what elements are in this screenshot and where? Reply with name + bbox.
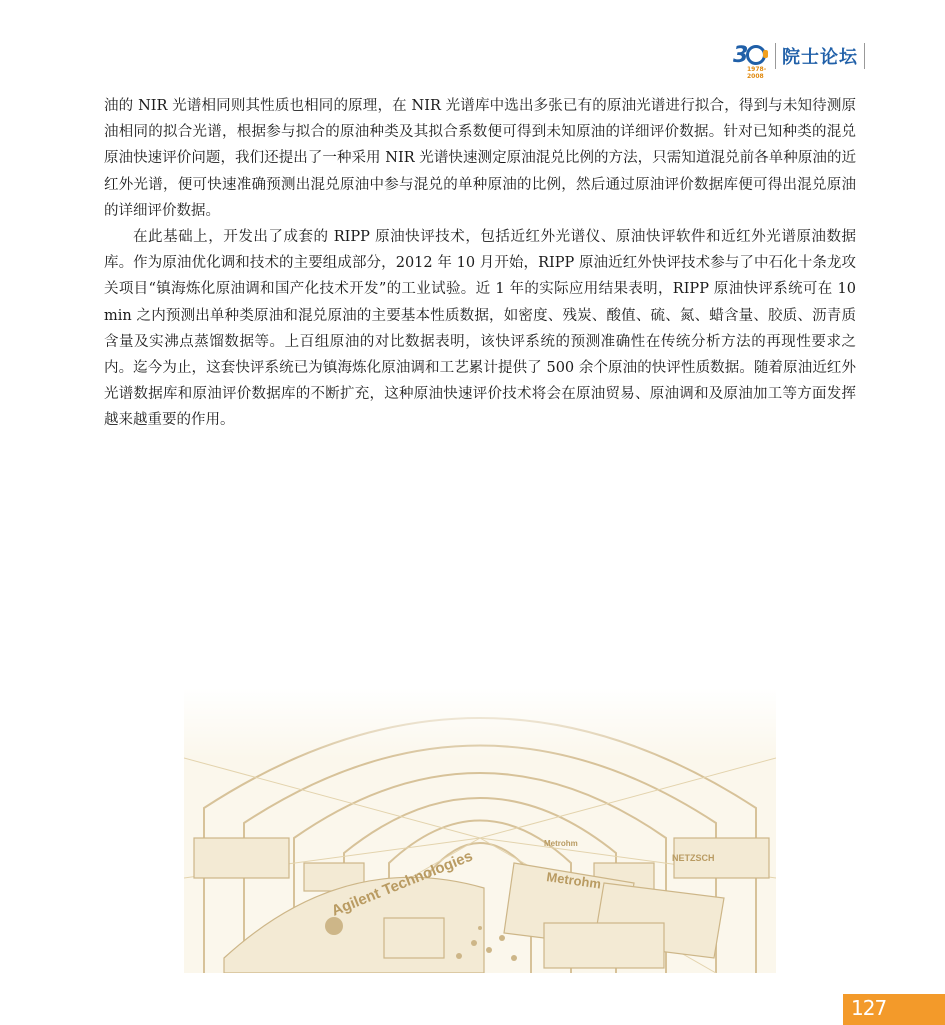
exhibition-hall-illustration [184,688,776,973]
logo-ring-icon [746,45,766,65]
page-header [733,40,865,80]
article-body [104,93,856,434]
logo-number: 3 [733,43,748,68]
paragraph-1: 油的 NIR 光谱相同则其性质也相同的原理，在 NIR 光谱库中选出多张已有的原油光谱进行拟合，得到与未知待测原油相同的拟合光谱，根据参与拟合的原油种类及其拟合系数便可得到未知原油的详细评价数据。针对已知种类的混兑原油快速评价问题，我们还提出了一种采用 NIR 光谱快速测定原油混兑比例的方法，只需知道混兑前各单种原油的近红外光谱，便可快速准确预测出混兑原油中参与混兑的单种原油的比例，然后通过原油评价数据库便可得出混兑原油的详细评价数据。 [104,98,856,219]
anniversary-logo [733,41,771,80]
header-divider [775,43,776,69]
logo-years: 1978-2008 [747,66,767,80]
section-title: 院士论坛 [782,47,858,68]
header-divider-right [864,43,865,69]
paragraph-2: 在此基础上，开发出了成套的 RIPP 原油快评技术，包括近红外光谱仪、原油快评软件和近红外光谱原油数据库。作为原油优化调和技术的主要组成部分，2012 年 10 月开始，RIPP 原油近红外快评技术参与了中石化十条龙攻关项目“镇海炼化原油调和国产化技术开发”的工业试验。近 1 年的实际应用结果表明，RIPP 原油快评系统可在 10 min 之内预测出单种类原油和混兑原油的主要基本性质数据，如密度、残炭、酸值、硫、氮、蜡含量、胶质、沥青质含量及实沸点蒸馏数据等。上百组原油的对比数据表明，该快评系统的预测准确性在传统分析方法的再现性要求之内。迄今为止，这套快评系统已为镇海炼化原油调和工艺累计提供了 500 余个原油的快评性质数据。随着原油近红外光谱数据库和原油评价数据库的不断扩充，这种原油快速评价技术将会在原油贸易、原油调和及原油加工等方面发挥越来越重要的作用。 [104,229,856,429]
page-number-tab [843,994,945,1025]
page-number: 127 [851,996,887,1020]
